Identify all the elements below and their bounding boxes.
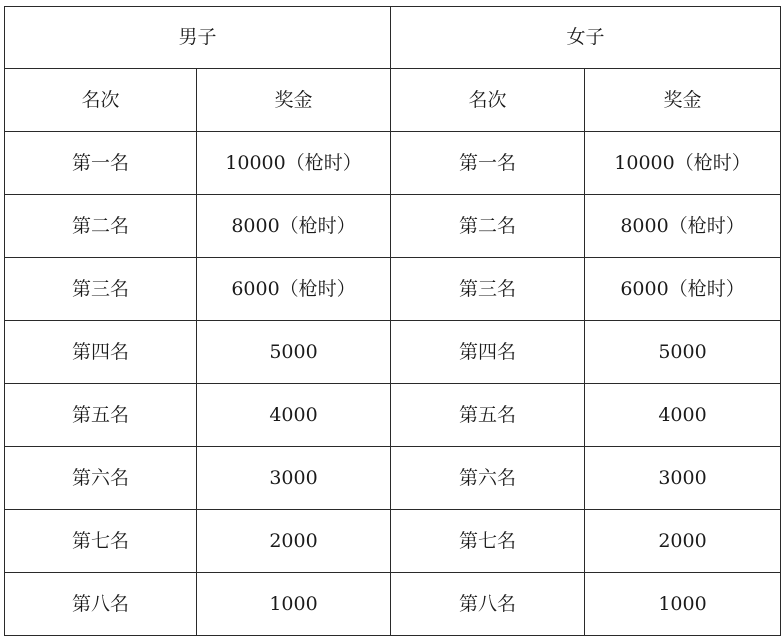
men-prize-cell: 2000: [197, 510, 391, 573]
men-prize-cell: 6000（枪时）: [197, 258, 391, 321]
men-rank-cell: 第七名: [5, 510, 197, 573]
prize-table: [4, 6, 781, 636]
column-header-women-rank: 名次: [391, 69, 585, 132]
group-header-row: [5, 7, 781, 69]
men-rank-cell: 第五名: [5, 384, 197, 447]
group-header-women: 女子: [391, 7, 781, 69]
men-rank-cell: 第六名: [5, 447, 197, 510]
table-row: [5, 195, 781, 258]
women-prize-cell: 6000（枪时）: [585, 258, 781, 321]
women-rank-cell: 第六名: [391, 447, 585, 510]
women-prize-cell: 8000（枪时）: [585, 195, 781, 258]
men-rank-cell: 第二名: [5, 195, 197, 258]
women-prize-cell: 10000（枪时）: [585, 132, 781, 195]
women-prize-cell: 4000: [585, 384, 781, 447]
table-row: [5, 132, 781, 195]
women-prize-cell: 3000: [585, 447, 781, 510]
column-header-men-prize: 奖金: [197, 69, 391, 132]
women-rank-cell: 第八名: [391, 573, 585, 636]
men-rank-cell: 第一名: [5, 132, 197, 195]
women-rank-cell: 第五名: [391, 384, 585, 447]
table-row: [5, 321, 781, 384]
table-row: [5, 384, 781, 447]
women-rank-cell: 第三名: [391, 258, 585, 321]
table-row: [5, 510, 781, 573]
men-prize-cell: 8000（枪时）: [197, 195, 391, 258]
women-rank-cell: 第七名: [391, 510, 585, 573]
men-prize-cell: 1000: [197, 573, 391, 636]
column-header-row: [5, 69, 781, 132]
group-header-men: 男子: [5, 7, 391, 69]
table-row: [5, 258, 781, 321]
table-row: [5, 447, 781, 510]
women-rank-cell: 第二名: [391, 195, 585, 258]
table-row: [5, 573, 781, 636]
men-rank-cell: 第四名: [5, 321, 197, 384]
column-header-women-prize: 奖金: [585, 69, 781, 132]
women-prize-cell: 1000: [585, 573, 781, 636]
column-header-men-rank: 名次: [5, 69, 197, 132]
men-prize-cell: 3000: [197, 447, 391, 510]
women-prize-cell: 5000: [585, 321, 781, 384]
women-rank-cell: 第一名: [391, 132, 585, 195]
men-prize-cell: 5000: [197, 321, 391, 384]
men-prize-cell: 10000（枪时）: [197, 132, 391, 195]
men-rank-cell: 第三名: [5, 258, 197, 321]
women-prize-cell: 2000: [585, 510, 781, 573]
women-rank-cell: 第四名: [391, 321, 585, 384]
men-prize-cell: 4000: [197, 384, 391, 447]
men-rank-cell: 第八名: [5, 573, 197, 636]
